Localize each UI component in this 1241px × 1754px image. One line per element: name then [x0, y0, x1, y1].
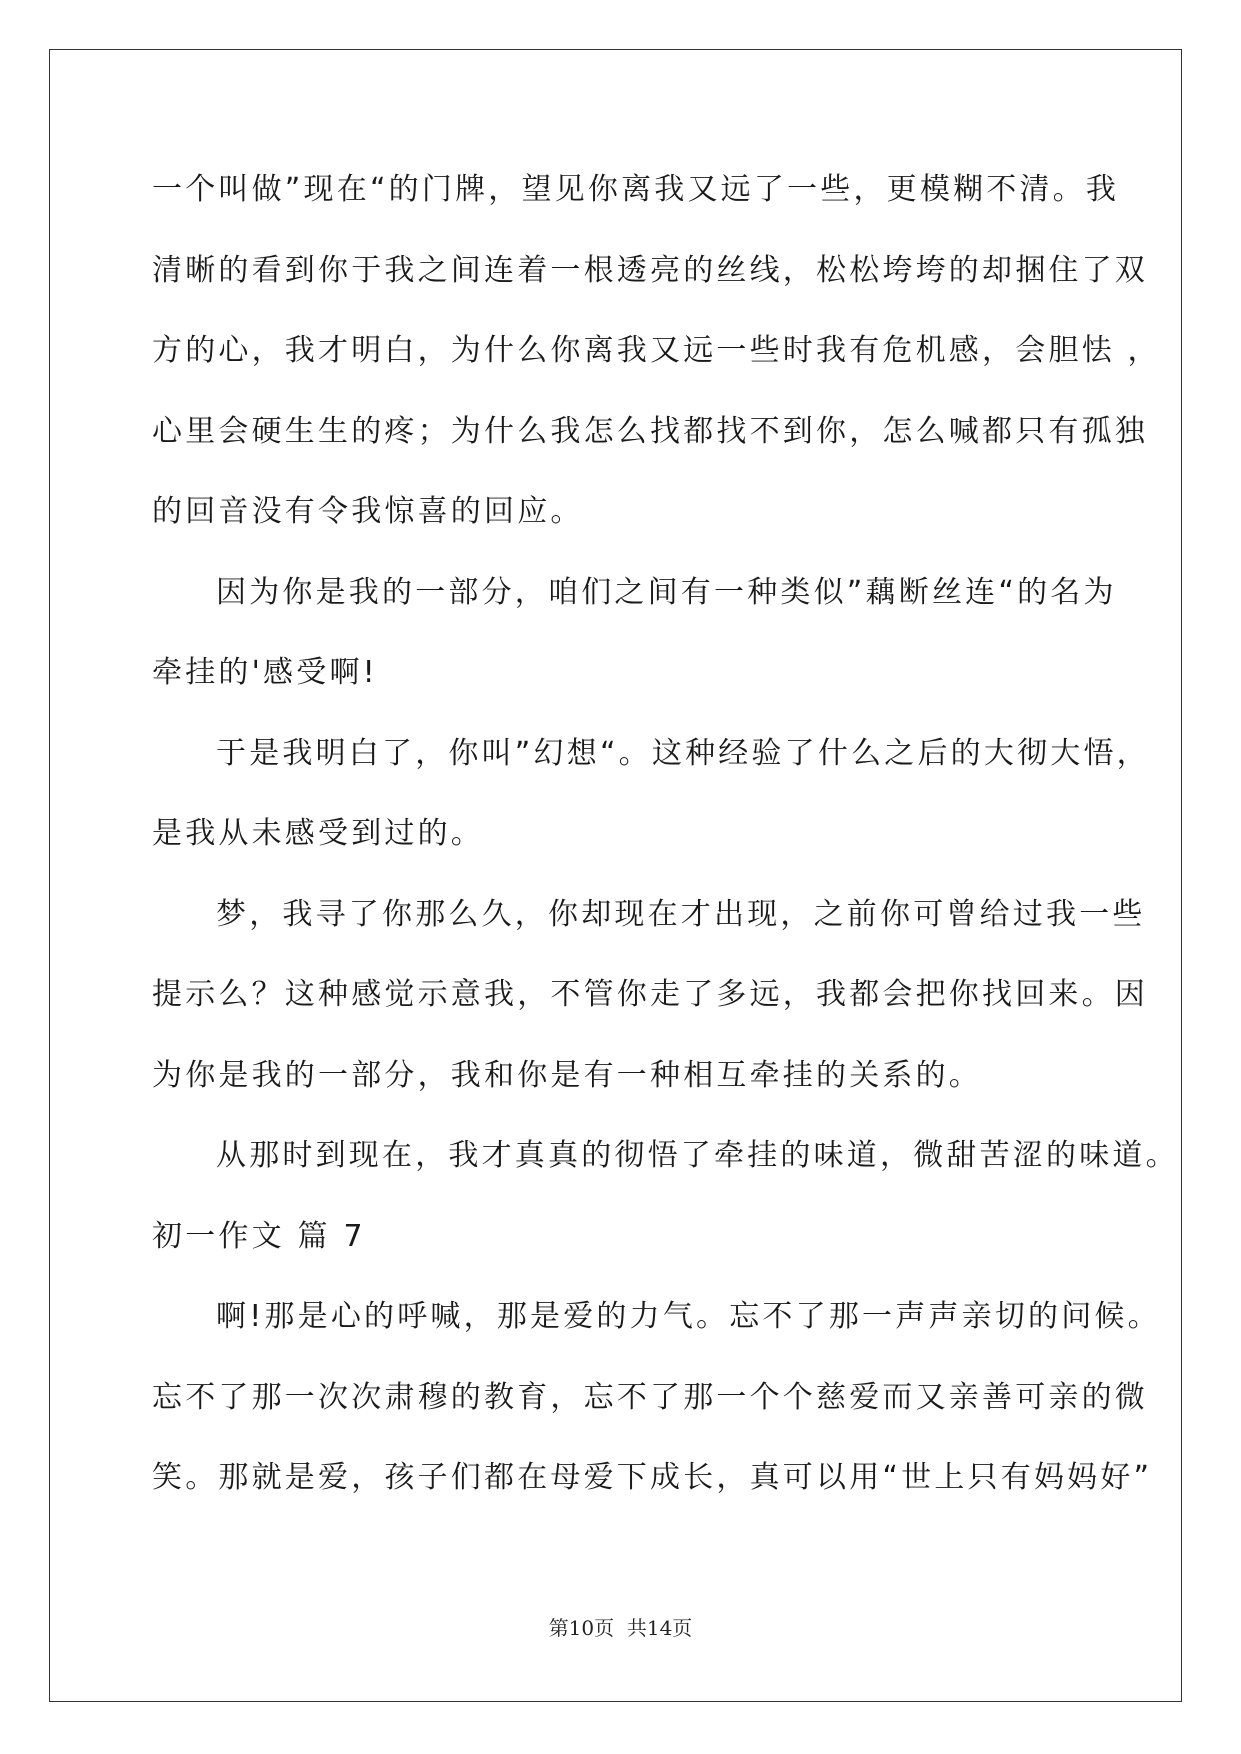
page-footer: 第10页 共14页: [548, 1616, 693, 1640]
text-line: 笑。那就是爱，孩子们都在母爱下成长，真可以用“世上只有妈妈好”: [152, 1460, 1153, 1495]
text-line: 的回音没有令我惊喜的回应。: [152, 494, 584, 529]
text-line: 清晰的看到你于我之间连着一根透亮的丝线，松松垮垮的却捆住了双: [152, 252, 1148, 288]
text-line: 心里会硬生生的疼；为什么我怎么找都找不到你，怎么喊都只有孤独: [152, 413, 1148, 449]
section-heading: 初一作文 篇 7: [152, 1218, 366, 1254]
text-line: 忘不了那一次次肃穆的教育，忘不了那一个个慈爱而又亲善可亲的微: [152, 1379, 1148, 1415]
text-line: 于是我明白了，你叫”幻想“。这种经验了什么之后的大彻大悟，: [216, 735, 1150, 771]
text-line: 因为你是我的一部分，咱们之间有一种类似”藕断丝连“的名为: [216, 574, 1117, 610]
text-line: 是我从未感受到过的。: [152, 816, 484, 851]
text-line: 啊!那是心的呼喊，那是爱的力气。忘不了那一声声亲切的问候。: [216, 1299, 1161, 1334]
text-line: 梦，我寻了你那么久，你却现在才出现，之前你可曾给过我一些: [216, 896, 1146, 932]
text-line: 牵挂的'感受啊!: [152, 655, 378, 690]
text-line: 为你是我的一部分，我和你是有一种相互牵挂的关系的。: [152, 1057, 982, 1093]
document-body: [152, 160, 1179, 1529]
text-line: 方的心，我才明白，为什么你离我又远一些时我有危机感，会胆怯 ，: [152, 333, 1161, 368]
text-line: 从那时到现在，我才真真的彻悟了牵挂的味道，微甜苦涩的味道。: [216, 1138, 1179, 1173]
text-line: 一个叫做”现在“的门牌，望见你离我又远了一些，更模糊不清。我: [152, 172, 1120, 207]
text-line: 提示么？这种感觉示意我，不管你走了多远，我都会把你找回来。因: [152, 977, 1148, 1012]
